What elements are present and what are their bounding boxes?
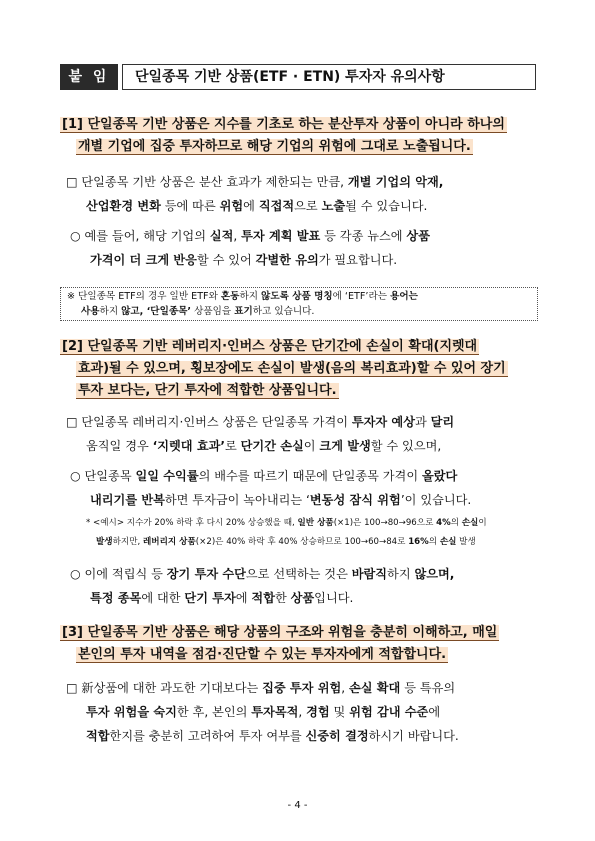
section-3-heading: [3] 단일종목 기반 상품은 해당 상품의 구조와 위험을 충분히 이해하고, 매일 본인의 투자 내역을 점검·진단할 수 있는 투자자에게 적합합니다. xyxy=(62,625,498,662)
note-box: ※ 단일종목 ETF의 경우 일반 ETF와 혼동하지 않도록 상품 명칭에 ‘ETF’라는 용어는 사용하지 않고, ‘단일종목’ 상품임을 표기하고 있습니다. xyxy=(60,287,538,321)
page-number: - 4 - xyxy=(287,800,308,811)
item-1: □ 단일종목 기반 상품은 분산 효과가 제한되는 만큼, 개별 기업의 악재, 산업환경 변화 등에 따른 위험에 직접적으로 노출될 수 있습니다. xyxy=(66,175,444,213)
item-6: □ 新상품에 대한 과도한 기대보다는 집중 투자 위험, 손실 확대 등 특유의 투자 위험을 숙지한 후, 본인의 투자목적, 경험 및 위험 감내 수준에 적합한지를 충분히 고려하여 투자 여부를 신중히 결정하시기 바랍니다. xyxy=(66,681,459,743)
section-2-heading: [2] 단일종목 기반 레버리지·인버스 상품은 단기간에 손실이 확대(지렛대 효과)될 수 있으며, 횡보장에도 손실이 발생(음의 복리효과)할 수 있어 장기 투자 보다는, 단기 투자에 적합한 상품입니다. xyxy=(62,339,506,398)
item-3: □ 단일종목 레버리지·인버스 상품은 단일종목 가격이 투자자 예상과 달리 움직일 경우 ‘지렛대 효과’로 단기간 손실이 크게 발생할 수 있으며, xyxy=(66,415,455,453)
page-title: 단일종목 기반 상품(ETF · ETN) 투자자 유의사항 xyxy=(122,64,536,90)
item-5: ○ 이에 적립식 등 장기 투자 수단으로 선택하는 것은 바람직하지 않으며, 특정 종목에 대한 단기 투자에 적합한 상품입니다. xyxy=(70,567,455,605)
item-2: ○ 예를 들어, 해당 기업의 실적, 투자 계획 발표 등 각종 뉴스에 상품 가격이 더 크게 반응할 수 있어 각별한 유의가 필요합니다. xyxy=(70,229,430,267)
example-note: * <예시> 지수가 20% 하락 후 다시 20% 상승했을 때, 일반 상품(×1)은 100→80→96으로 4%의 손실이 발생하지만, 레버리지 상품(×2)은 40% 하락 후 40% 상승하므로 100→60→84로 16%의 손실 발생 xyxy=(86,518,487,547)
attachment-badge: 붙 임 xyxy=(60,64,118,90)
item-4: ○ 단일종목 일일 수익률의 배수를 따르기 때문에 단일종목 가격이 올랐다 내리기를 반복하면 투자금이 녹아내리는 ‘변동성 잠식 위험’이 있습니다. xyxy=(70,469,472,507)
section-1-heading: [1] 단일종목 기반 상품은 지수를 기초로 하는 분산투자 상품이 아니라 하나의 개별 기업에 집중 투자하므로 해당 기업의 위험에 그대로 노출됩니다. xyxy=(62,117,505,154)
